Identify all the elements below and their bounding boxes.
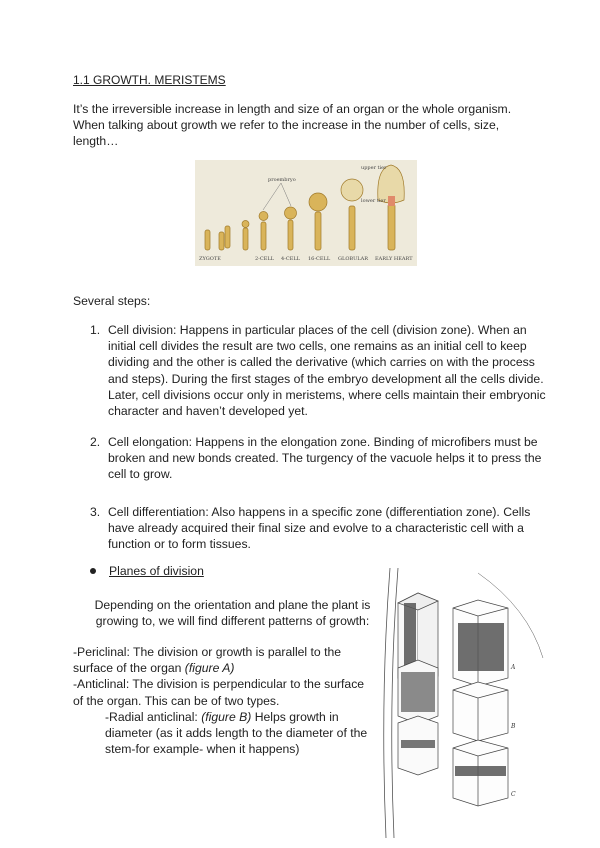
stem-curve — [392, 568, 398, 838]
embryo-stage-shape — [225, 226, 230, 248]
transverse-division-fill — [401, 740, 435, 748]
periclinal-text: -Periclinal: The division or growth is parallel to the surface of the organ (figure A) — [73, 645, 342, 676]
list-item — [73, 322, 548, 419]
lower-tier-highlight — [388, 196, 395, 206]
stem-curve — [384, 568, 390, 838]
embryo-stage-shape — [349, 206, 355, 250]
page-title: 1.1 GROWTH. MERISTEMS — [73, 73, 226, 87]
figure-a-division-fill — [458, 623, 504, 671]
orientation-paragraph: Depending on the orientation and plane the plant is growing to, we will find different patterns of growth: — [94, 598, 371, 629]
figure-c-division-fill — [455, 766, 506, 776]
step-text: Cell differentiation: Also happens in a specific zone (differentiation zone). Cells have already acquired their final size and evolve to a characteristic cell with a function or to form tissues. — [108, 505, 531, 552]
steps-label: Several steps: — [73, 294, 151, 308]
embryo-stage-shape — [341, 179, 363, 201]
step-number: 3. — [90, 505, 101, 519]
four-cell-label: 4-CELL — [281, 256, 300, 262]
embryo-stage-shape — [259, 212, 268, 221]
proembryo-pointer — [281, 183, 291, 206]
radial-anticlinal-text: -Radial anticlinal: (figure B) Helps growth in diameter (as it adds length to the diameter of the stem-for example- when it happens) — [105, 709, 368, 757]
embryo-stage-shape — [315, 212, 321, 250]
step-number: 1. — [90, 323, 101, 337]
embryo-development-figure — [195, 160, 417, 266]
steps-list — [73, 322, 548, 553]
zygote-label: ZYGOTE — [199, 256, 221, 262]
planes-of-division-figure — [378, 568, 550, 838]
proembryo-pointer — [263, 183, 281, 210]
embryo-stage-shape — [219, 232, 224, 250]
intro-paragraph: It’s the irreversible increase in length and size of an organ or the whole organism. When talking about growth we refer to the increase in the number of cells, size, length… — [73, 102, 512, 149]
bullet-text: Planes of division — [109, 564, 204, 578]
embryo-stage-shape — [309, 193, 327, 211]
embryo-stage-shape — [242, 221, 249, 228]
division-types — [73, 644, 373, 757]
embryo-stage-shape — [243, 228, 248, 250]
embryo-stage-shape — [261, 222, 266, 250]
step-number: 2. — [90, 435, 101, 449]
globular-label: GLOBULAR — [338, 256, 368, 262]
step-text: Cell elongation: Happens in the elongation zone. Binding of microfibers must be broken and new bonds created. The turgency of the vacuole helps it to press the cell to grow. — [108, 435, 542, 482]
anticlinal-text: -Anticlinal: The division is perpendicular to the surface of the organ. This can be of two types. — [73, 677, 365, 708]
figure-a-label: A — [511, 664, 516, 671]
figure-c-label: C — [511, 791, 516, 798]
lower-tier-label: lower tier — [361, 198, 386, 204]
embryo-stage-shape — [288, 220, 293, 250]
embryo-stage-shape — [285, 207, 297, 219]
bullet-dot — [90, 568, 96, 574]
step-text: Cell division: Happens in particular places of the cell (division zone). When an initial cell divides the result are two cells, one remains as an initial cell to keep dividing and the other is called the derivative (which carries on with the process and steps). During the first stages of the embryo development all the cells divide. Later, cell divisions occur only in meristems, where cells maintain their embryonic character and haven’t developed yet. — [108, 323, 546, 419]
upper-tier-label: upper tier — [361, 165, 387, 171]
list-item — [73, 434, 548, 482]
list-item — [73, 504, 548, 553]
proembryo-label: proembryo — [268, 177, 296, 183]
two-cell-label: 2-CELL — [255, 256, 274, 262]
sixteen-cell-label: 16-CELL — [308, 256, 331, 262]
zygote-cell — [205, 230, 210, 250]
embryo-stage-shape — [388, 204, 395, 250]
early-heart-label: EARLY HEART — [375, 256, 413, 262]
anticlinal-division-fill — [401, 672, 435, 712]
figure-b-label: B — [511, 723, 516, 730]
